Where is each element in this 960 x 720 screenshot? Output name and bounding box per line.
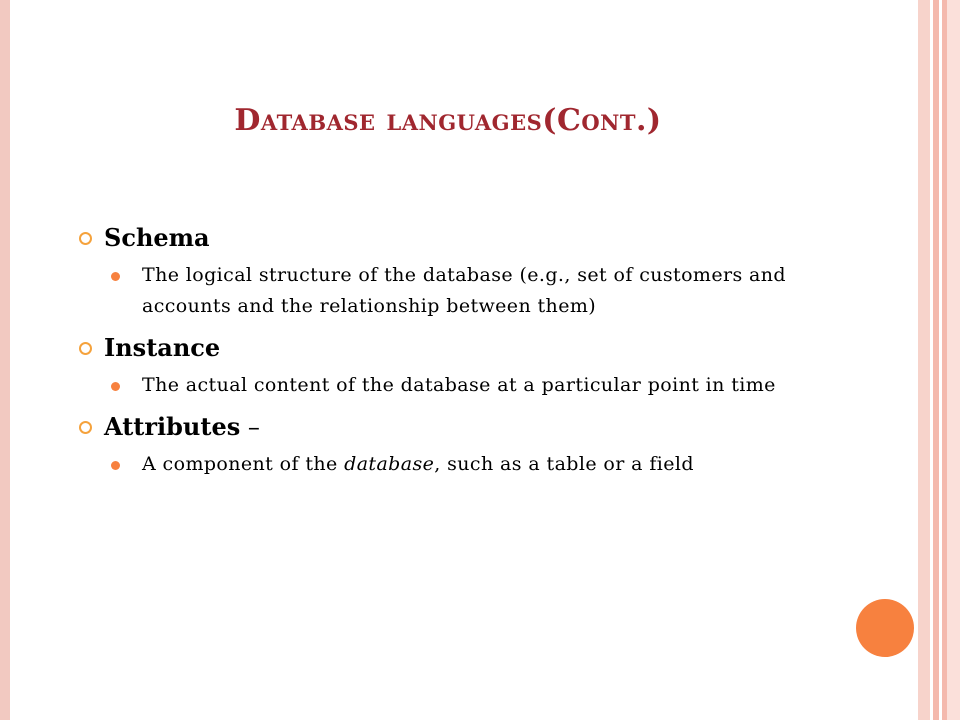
sub-bullet-text-before: A component of the (142, 453, 345, 475)
sub-bullet-instance (76, 370, 840, 401)
sub-bullet-text: The actual content of the database at a particular point in time (142, 374, 776, 396)
slide-title-main: Database languages (234, 103, 543, 138)
slide-content (76, 218, 840, 490)
bullet-instance (76, 332, 840, 364)
sub-bullet-text (142, 453, 694, 475)
sub-bullet-schema (76, 260, 840, 322)
sub-bullet-text-italic: database (344, 453, 435, 475)
dot-bullet-icon (111, 382, 120, 391)
ring-bullet-icon (79, 421, 92, 434)
bullet-attributes (76, 411, 840, 443)
sub-bullet-text: The logical structure of the database (e.g., set of customers and accounts and the relationship between them) (142, 264, 786, 317)
slide-title-suffix: (Cont.) (542, 103, 662, 138)
bullet-heading-suffix: – (240, 413, 260, 441)
slide-title (0, 103, 896, 138)
bullet-schema (76, 222, 840, 254)
sub-bullet-text-after: , such as a table or a field (434, 453, 694, 475)
dot-bullet-icon (111, 272, 120, 281)
dot-bullet-icon (111, 461, 120, 470)
right-stripe-decoration (947, 0, 960, 720)
bullet-heading: Instance (104, 333, 221, 362)
bullet-heading: Schema (104, 223, 210, 252)
sub-bullet-attributes (76, 449, 840, 480)
right-stripe-decoration (918, 0, 930, 720)
ring-bullet-icon (79, 342, 92, 355)
bullet-heading: Attributes (104, 412, 241, 441)
orange-circle-decoration (856, 599, 914, 657)
ring-bullet-icon (79, 232, 92, 245)
